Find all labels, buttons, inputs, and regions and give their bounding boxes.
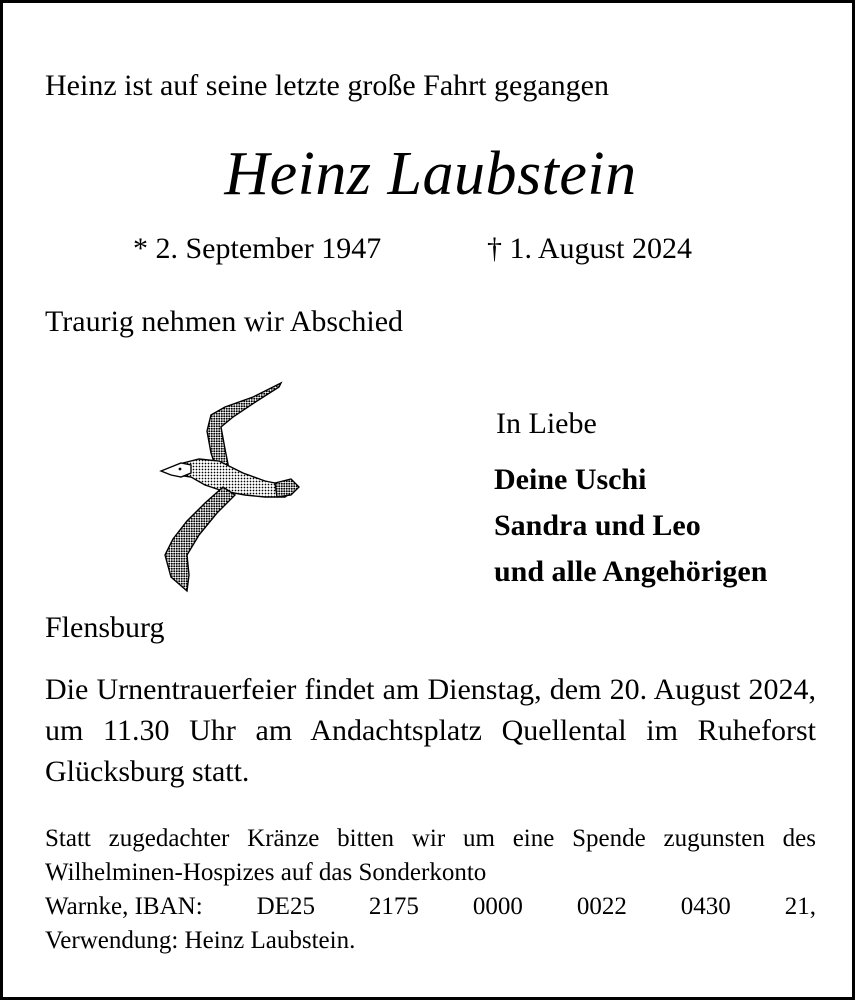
farewell-line: Traurig nehmen wir Abschied [45,305,404,338]
donation-request: Statt zugedachter Kränze bitten wir um eine Spende zugunsten des Wilhelminen-Hospizes auf das Sonderkonto [45,825,816,886]
mourner-name: Deine Uschi [494,463,647,496]
donation-text [45,822,816,958]
iban-part: 2175 [368,893,419,920]
iban-part: 0430 [680,893,731,920]
account-label: Warnke, IBAN: [45,893,203,920]
intro-line: Heinz ist auf seine letzte große Fahrt gegangen [45,69,609,102]
iban-part: 21, [784,893,816,920]
mourners-list [494,457,767,595]
iban-part: 0000 [472,893,523,920]
birth-date: * 2. September 1947 [133,232,382,265]
place-line: Flensburg [45,611,165,644]
iban-part: DE25 [256,893,315,920]
ceremony-text: Die Urnentrauerfeier findet am Dienstag, dem 20. August 2024, um 11.30 Uhr am Andachtsplatz Quellental im Ruheforst Glücksburg statt. [45,673,816,788]
seagull-icon [153,375,303,597]
usage-line: Verwendung: Heinz Laubstein. [45,927,356,954]
in-love-line: In Liebe [496,407,597,440]
mourner-name: und alle Angehörigen [494,555,768,588]
deceased-name: Heinz Laubstein [224,140,637,208]
iban-line [45,890,816,924]
iban-part: 0022 [576,893,627,920]
death-date: † 1. August 2024 [487,232,693,265]
mourner-name: Sandra und Leo [494,509,701,542]
